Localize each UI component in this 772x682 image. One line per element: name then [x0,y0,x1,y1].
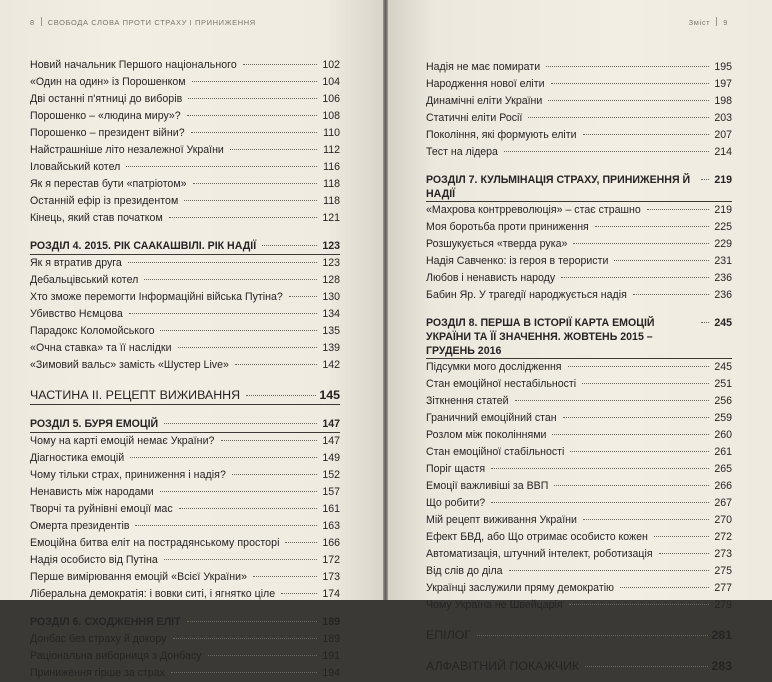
dot-leader [583,134,709,135]
dot-leader [289,296,317,297]
dot-leader [552,434,709,435]
toc-page-number: 130 [322,291,340,303]
dot-leader [701,179,709,180]
toc-entry-title: Перше вимірювання емоцій «Всієї України» [30,571,248,583]
toc-entry-title: Порошенко – президент війни? [30,127,185,139]
toc-entry [426,287,732,304]
toc-entry [30,323,340,340]
toc-entry-title: Дві останні п'ятниці до виборів [30,93,183,105]
toc-page-number: 123 [322,240,340,252]
toc-entry-title: Творчі та руйнівні емоції мас [30,503,173,515]
dot-leader [130,457,317,458]
toc-entry-title: Динамічні еліти України [426,95,543,107]
toc-entry [30,306,340,323]
toc-entry-title: Покоління, які формують еліти [426,129,577,141]
toc-entry [426,59,732,76]
toc-entry [30,57,340,74]
toc-entry-title: «Один на один» із Порошенком [30,76,186,88]
toc-page-number: 106 [322,93,340,105]
dot-leader [551,83,709,84]
left-page-number: 8 [30,18,35,27]
toc-entry [426,580,732,597]
toc-entry [426,359,732,376]
toc-chapter-heading [426,315,732,359]
toc-entry [426,110,732,127]
toc-page-number: 245 [714,361,732,373]
toc-entry-title: Ненависть між народами [30,486,154,498]
toc-page-number: 229 [714,238,732,250]
toc-entry-title: Тест на лідера [426,146,498,158]
toc-page-number: 123 [322,257,340,269]
toc-entry [426,427,732,444]
toc-page-number: 121 [322,212,340,224]
toc-entry-title: Діагностика емоцій [30,452,125,464]
toc-page-number: 189 [322,616,340,628]
toc-entry [426,546,732,563]
dot-leader [221,440,318,441]
toc-page-number: 134 [322,308,340,320]
toc-entry-title: Як я втратив друга [30,257,122,269]
dot-leader [491,502,709,503]
dot-leader [187,115,317,116]
toc-entry-title: Надія особисто від Путіна [30,554,158,566]
dot-leader [253,576,317,577]
toc-entry-title: Дебальцівський котел [30,274,139,286]
toc-page-number: 189 [322,633,340,645]
toc-chapter-heading [30,238,340,255]
toc-entry [426,495,732,512]
toc-page-number: 147 [322,435,340,447]
toc-entry [426,393,732,410]
toc-entry-title: «Очна ставка» та її наслідки [30,342,172,354]
running-head-divider [41,17,42,26]
toc-page-number: 261 [714,446,732,458]
toc-page-number: 275 [714,565,732,577]
toc-entry-title: ЕПІЛОГ [426,628,472,642]
toc-chapter-heading [426,172,732,202]
toc-chapter-heading [30,416,340,433]
dot-leader [178,347,317,348]
toc-entry [30,357,340,374]
toc-page-number: 197 [714,78,732,90]
toc-page-number: 265 [714,463,732,475]
toc-entry-title: Раціональна виборниця з Донбасу [30,650,202,662]
toc-page-number: 173 [322,571,340,583]
dot-leader [235,364,317,365]
toc-entry [30,176,340,193]
dot-leader [614,260,709,261]
toc-entry-title: Емоційна битва еліт на пострадянському просторі [30,537,280,549]
toc-entry [426,512,732,529]
toc-entry-title: Поріг щастя [426,463,486,475]
toc-entry-title: Новий начальник Першого національного [30,59,237,71]
toc-page-number: 128 [322,274,340,286]
toc-entry-title: Любов і ненависть народу [426,272,556,284]
toc-entry [30,450,340,467]
running-head-divider [716,17,717,26]
dot-leader [191,132,317,133]
toc-page-number: 214 [714,146,732,158]
dot-leader [477,635,708,636]
toc-entry-title: Чому Україна не Швейцарія [426,599,563,611]
dot-leader [173,638,317,639]
toc-entry-title: Хто зможе перемогти Інформаційні війська Путіна? [30,291,283,303]
toc-page-number: 142 [322,359,340,371]
toc-entry [30,108,340,125]
toc-entry-title: Парадокс Коломойського [30,325,155,337]
left-toc-list [30,57,340,682]
dot-leader [528,117,709,118]
dot-leader [243,64,317,65]
toc-entry-title: «Зимовий вальс» замість «Шустер Live» [30,359,229,371]
toc-page-number: 267 [714,497,732,509]
dot-leader [595,226,709,227]
dot-leader [144,279,317,280]
dot-leader [585,666,708,667]
dot-leader [620,587,709,588]
toc-page-number: 203 [714,112,732,124]
toc-entry [30,340,340,357]
toc-entry-title: Розшукується «тверда рука» [426,238,568,250]
toc-page-number: 191 [322,650,340,662]
toc-entry [426,270,732,287]
dot-leader [126,166,317,167]
dot-leader [546,66,709,67]
toc-page-number: 273 [714,548,732,560]
toc-entry-title: Надія Савченко: із героя в терористи [426,255,609,267]
toc-entry-title: Кінець, який став початком [30,212,163,224]
dot-leader [230,149,317,150]
toc-page-number: 283 [711,659,732,673]
dot-leader [281,593,317,594]
toc-page-number: 110 [323,127,340,139]
toc-entry [426,253,732,270]
dot-leader [179,508,317,509]
toc-page-number: 219 [714,204,732,216]
toc-entry-title: РОЗДІЛ 6. СХОДЖЕННЯ ЕЛІТ [30,616,181,628]
toc-entry [30,142,340,159]
toc-entry-title: Мій рецепт виживання України [426,514,577,526]
toc-part-heading [30,386,340,405]
toc-entry [426,461,732,478]
toc-entry [30,518,340,535]
toc-page-number: 147 [322,418,340,430]
dot-leader [583,519,709,520]
toc-page-number: 112 [323,144,340,156]
toc-page-number: 219 [714,174,732,186]
toc-entry-title: «Махрова контрреволюція» – стає страшно [426,204,641,216]
toc-entry-title: Зіткнення статей [426,395,509,407]
right-running-head [689,17,728,27]
toc-entry-title: Ефект БВД, або Що отримає особисто кожен [426,531,648,543]
toc-entry-title: Стан емоційної нестабільності [426,378,577,390]
toc-entry [30,210,340,227]
toc-part-heading [426,657,732,676]
dot-leader [160,491,317,492]
toc-entry [30,552,340,569]
dot-leader [208,655,317,656]
toc-page-number: 270 [714,514,732,526]
toc-entry-title: Приниження гірше за страх [30,667,165,679]
dot-leader [504,151,709,152]
right-page-number: 9 [723,18,728,27]
toc-entry-title: РОЗДІЛ 5. БУРЯ ЕМОЦІЙ [30,418,159,430]
toc-entry-title: Розлом між поколіннями [426,429,547,441]
toc-entry-title: ЧАСТИНА II. РЕЦЕПТ ВИЖИВАННЯ [30,388,241,402]
toc-entry-title: Чому на карті емоцій немає України? [30,435,215,447]
toc-entry [30,467,340,484]
toc-page-number: 277 [714,582,732,594]
dot-leader [573,243,709,244]
toc-page-number: 152 [322,469,340,481]
toc-entry [426,202,732,219]
toc-entry-title: Донбас без страху й докору [30,633,167,645]
toc-entry [30,255,340,272]
toc-page-number: 245 [714,317,732,329]
left-running-head [30,17,256,27]
toc-page-number: 163 [322,520,340,532]
toc-entry-title: Ліберальна демократія: і вовки ситі, і ягнятко ціле [30,588,276,600]
dot-leader [701,322,709,323]
dot-leader [647,209,709,210]
toc-entry-title: Як я перестав бути «патріотом» [30,178,187,190]
dot-leader [654,536,709,537]
toc-page-number: 260 [714,429,732,441]
toc-entry-title: Емоції важливіші за ВВП [426,480,549,492]
toc-part-heading [426,626,732,645]
dot-leader [554,485,709,486]
toc-entry [426,93,732,110]
toc-entry [30,484,340,501]
dot-leader [262,245,317,246]
toc-entry [30,535,340,552]
toc-entry [426,478,732,495]
toc-page-number: 118 [323,195,340,207]
toc-page-number: 236 [714,289,732,301]
toc-entry [426,144,732,161]
toc-entry [30,569,340,586]
dot-leader [188,98,317,99]
toc-page-number: 135 [322,325,340,337]
toc-page-number: 195 [714,61,732,73]
right-page [388,0,772,673]
toc-page-number: 118 [323,178,340,190]
toc-page-number: 259 [714,412,732,424]
toc-entry-title: Порошенко – «людина миру»? [30,110,181,122]
toc-page-number: 266 [714,480,732,492]
toc-entry [30,648,340,665]
toc-entry [30,272,340,289]
dot-leader [561,277,709,278]
toc-page-number: 108 [322,110,340,122]
toc-page-number: 166 [322,537,340,549]
dot-leader [169,217,317,218]
toc-page-number: 149 [322,452,340,464]
toc-page-number: 256 [714,395,732,407]
toc-entry [30,586,340,603]
toc-entry [30,159,340,176]
toc-page-number: 251 [714,378,732,390]
dot-leader [246,395,316,396]
dot-leader [509,570,709,571]
toc-entry [30,665,340,682]
toc-entry [30,193,340,210]
toc-entry-title: Від слів до діла [426,565,503,577]
toc-page-number: 207 [714,129,732,141]
toc-entry [426,376,732,393]
dot-leader [568,366,709,367]
toc-page-number: 281 [711,628,732,642]
contents-title: Зміст [688,18,711,27]
toc-page-number: 225 [714,221,732,233]
toc-entry [30,125,340,142]
dot-leader [633,294,709,295]
toc-entry-title: РОЗДІЛ 7. КУЛЬМІНАЦІЯ СТРАХУ, ПРИНИЖЕННЯ Й НАДІЇ [426,174,691,200]
toc-entry [426,76,732,93]
toc-chapter-heading [30,614,340,631]
toc-entry [30,289,340,306]
dot-leader [135,525,317,526]
toc-page-number: 157 [322,486,340,498]
toc-page-number: 145 [319,388,340,402]
toc-entry [426,444,732,461]
toc-page-number: 116 [323,161,340,173]
toc-entry-title: Що робити? [426,497,486,509]
toc-page-number: 161 [322,503,340,515]
dot-leader [659,553,709,554]
toc-page-number: 231 [714,255,732,267]
toc-entry-title: Бабин Яр. У трагедії народжується надія [426,289,627,301]
toc-entry-title: Чому тільки страх, приниження і надія? [30,469,226,481]
toc-entry [30,631,340,648]
dot-leader [491,468,709,469]
toc-entry-title: РОЗДІЛ 8. ПЕРША В ІСТОРІЇ КАРТА ЕМОЦІЙ УКРАЇНИ ТА ЇЇ ЗНАЧЕННЯ. ЖОВТЕНЬ 2015 – ГРУДЕНЬ 2016 [426,317,655,357]
dot-leader [164,559,317,560]
dot-leader [232,474,317,475]
toc-entry-title: Останній ефір із президентом [30,195,179,207]
toc-page-number: 104 [322,76,340,88]
toc-entry-title: Іловайський котел [30,161,121,173]
toc-entry [30,501,340,518]
toc-entry-title: Українці заслужили пряму демократію [426,582,614,594]
toc-page-number: 279 [714,599,732,611]
dot-leader [570,451,709,452]
toc-page-number: 102 [322,59,340,71]
toc-page-number: 172 [322,554,340,566]
toc-entry-title: Граничний емоційний стан [426,412,557,424]
toc-entry [426,219,732,236]
toc-entry-title: Надія не має помирати [426,61,541,73]
dot-leader [548,100,709,101]
dot-leader [569,604,709,605]
toc-page-number: 194 [322,667,340,679]
toc-entry [426,563,732,580]
toc-page-number: 198 [714,95,732,107]
dot-leader [128,262,317,263]
toc-entry [30,74,340,91]
toc-entry [30,91,340,108]
book-title: СВОБОДА СЛОВА ПРОТИ СТРАХУ І ПРИНИЖЕННЯ [47,18,256,27]
dot-leader [160,330,317,331]
dot-leader [129,313,317,314]
toc-entry-title: АЛФАВІТНИЙ ПОКАЖЧИК [426,659,580,673]
dot-leader [193,183,317,184]
toc-page-number: 236 [714,272,732,284]
dot-leader [563,417,709,418]
right-toc-list [426,59,732,676]
toc-entry-title: Підсумки мого дослідження [426,361,562,373]
dot-leader [187,621,317,622]
dot-leader [285,542,317,543]
toc-page-number: 139 [322,342,340,354]
toc-entry-title: Моя боротьба проти приниження [426,221,589,233]
toc-entry-title: Народження нової еліти [426,78,545,90]
left-page [0,0,383,679]
toc-entry-title: Статичні еліти Росії [426,112,523,124]
toc-entry [426,410,732,427]
dot-leader [515,400,709,401]
toc-entry [426,529,732,546]
toc-page-number: 272 [714,531,732,543]
dot-leader [171,672,317,673]
toc-entry-title: Стан емоційної стабільності [426,446,565,458]
toc-entry-title: Найстрашніше літо незалежної України [30,144,224,156]
toc-entry-title: Омерта президентів [30,520,130,532]
toc-entry [426,127,732,144]
toc-entry [30,433,340,450]
toc-entry-title: Автоматизація, штучний інтелект, роботизація [426,548,653,560]
dot-leader [192,81,317,82]
dot-leader [164,423,317,424]
dot-leader [184,200,317,201]
toc-entry [426,236,732,253]
toc-entry-title: Убивство Нємцова [30,308,123,320]
toc-entry-title: РОЗДІЛ 4. 2015. РІК СААКАШВІЛІ. РІК НАДІЇ [30,240,257,252]
dot-leader [582,383,709,384]
toc-page-number: 174 [322,588,340,600]
